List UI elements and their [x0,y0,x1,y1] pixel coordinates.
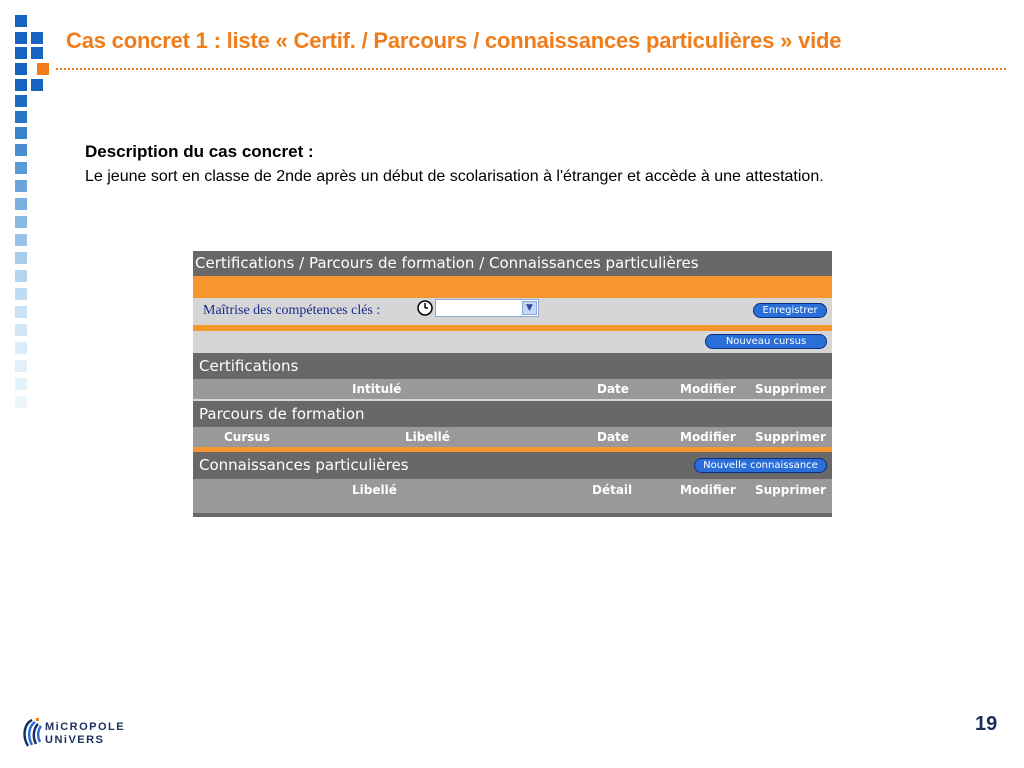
deco-square [31,32,43,44]
description-body: Le jeune sort en classe de 2nde après un début de scolarisation à l'étranger et accède à une attestation. [85,168,824,185]
column-header-supprimer: Supprimer [755,483,826,497]
deco-square [15,63,27,75]
parcours-columns [193,427,832,447]
column-header-date: Date [597,382,629,396]
deco-square [15,162,27,174]
page-number: 19 [975,713,998,735]
certifications-title: Certifications [199,357,299,375]
enregistrer-button[interactable]: Enregistrer [753,303,827,318]
certifications-panel [193,251,832,517]
deco-square-orange [37,63,49,75]
logo-text-line1: MiCROPOLE [45,721,126,733]
parcours-header [193,401,832,427]
deco-square [15,306,27,318]
chevron-down-icon[interactable]: ▼ [522,301,537,315]
deco-square [15,198,27,210]
deco-square [15,288,27,300]
column-header-supprimer: Supprimer [755,382,826,396]
deco-square [15,127,27,139]
panel-footer-bar [193,513,832,517]
clock-icon[interactable] [415,298,435,318]
connaissances-empty-body [193,501,832,513]
column-header-modifier: Modifier [680,382,736,396]
deco-square [15,15,27,27]
column-header-detail: Détail [592,483,633,497]
description-heading: Description du cas concret : [85,142,314,161]
slide-title: Cas concret 1 : liste « Certif. / Parcours / connaissances particulières » vide [66,28,842,53]
connaissances-header [193,452,832,479]
deco-square [15,216,27,228]
panel-header [193,251,832,276]
column-header-cursus: Cursus [224,430,271,444]
deco-square [31,47,43,59]
connaissances-columns [193,479,832,501]
deco-square [15,324,27,336]
deco-square [31,79,43,91]
deco-square [15,79,27,91]
panel-header-title: Certifications / Parcours de formation / Connaissances particulières [195,254,699,272]
logo-text-line2: UNiVERS [45,734,105,746]
deco-square [15,378,27,390]
deco-square [15,180,27,192]
column-header-supprimer: Supprimer [755,430,826,444]
certifications-columns [193,379,832,399]
deco-square [15,32,27,44]
column-header-intitule: Intitulé [352,382,402,396]
deco-square [15,47,27,59]
nouveau-cursus-row [193,331,832,353]
deco-square [15,360,27,372]
title-divider [56,68,1006,70]
maitrise-select[interactable] [435,299,539,317]
deco-square [15,144,27,156]
connaissances-title: Connaissances particulières [199,456,409,474]
parcours-title: Parcours de formation [199,405,365,423]
orange-band [193,276,832,298]
deco-square [15,342,27,354]
deco-square [15,252,27,264]
deco-square [15,111,27,123]
nouveau-cursus-button[interactable]: Nouveau cursus [705,334,827,349]
column-header-modifier: Modifier [680,430,736,444]
nouvelle-connaissance-button[interactable]: Nouvelle connaissance [694,458,827,473]
deco-square [15,270,27,282]
deco-square [15,234,27,246]
micropole-logo-icon [16,716,44,748]
deco-square [15,396,27,408]
maitrise-label: Maîtrise des compétences clés : [203,303,381,318]
deco-square [15,95,27,107]
certifications-header [193,353,832,379]
column-header-date: Date [597,430,629,444]
column-header-libelle: Libellé [352,483,397,497]
column-header-modifier: Modifier [680,483,736,497]
maitrise-row [193,298,832,325]
column-header-libelle: Libellé [405,430,450,444]
